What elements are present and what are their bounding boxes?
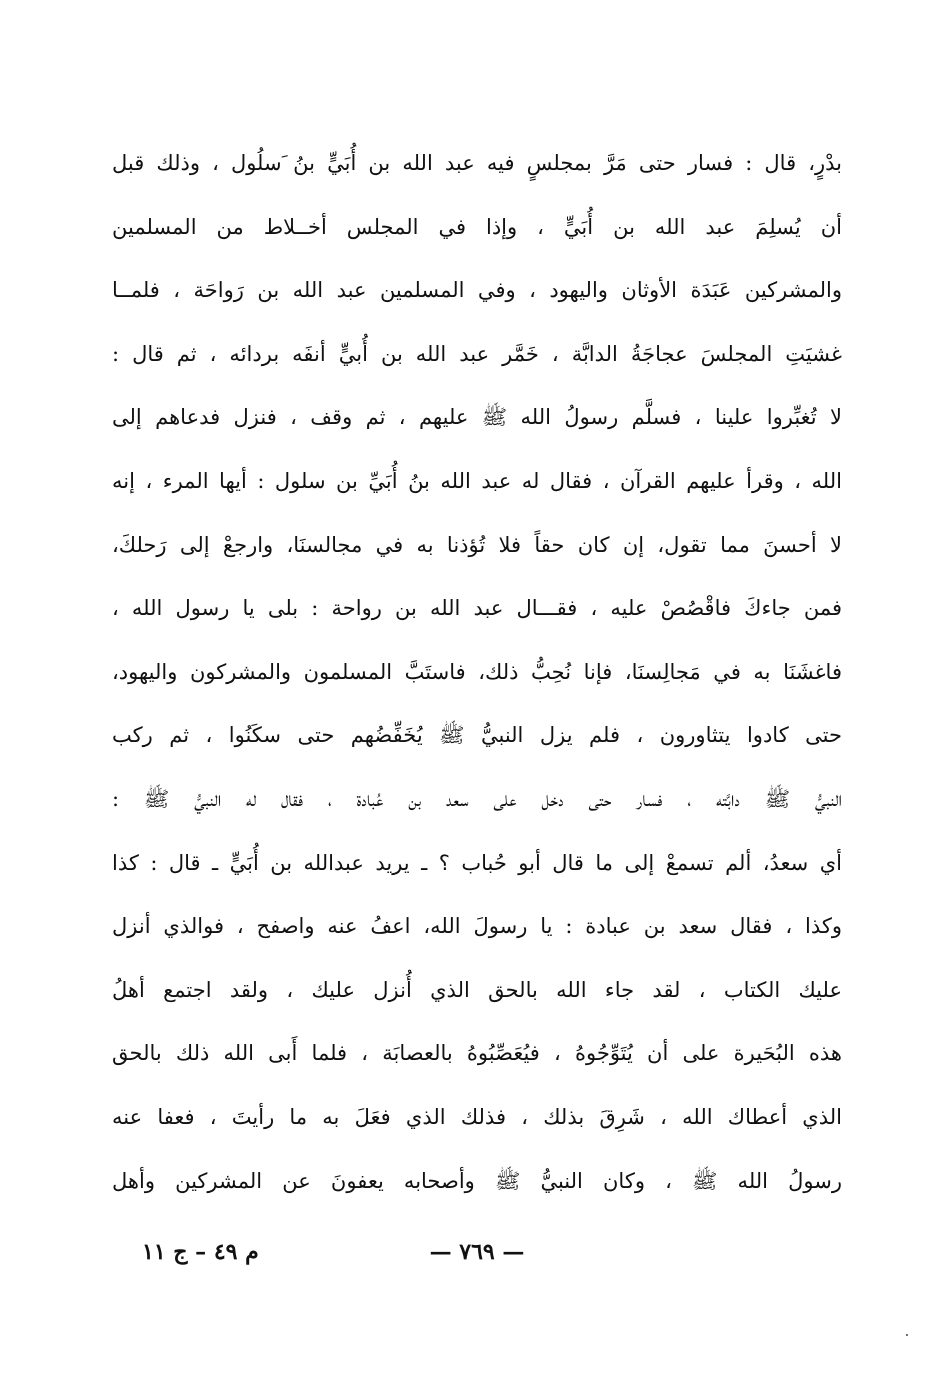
text-line: أن يُسلِمَ عبد الله بن أُبَيٍّ ، وإذا في المجلس أخــلاط من المسلمين xyxy=(112,214,842,239)
text-line: هذه البُحَيرة على أن يُتَوِّجُوهُ ، فيُعَصِّبُوهُ بالعصابَة ، فلما أَبى الله ذلك بالحق xyxy=(112,1041,842,1066)
text-line: لا أحسنَ مما تقول، إن كان حقاً فلا تُؤذنا به في مجالسنَا، وارجعْ إلى رَحلكَ، xyxy=(112,532,842,557)
text-line: الذي أعطاك الله ، شَرِقَ بذلك ، فذلك الذي فعَلَ به ما رأيتَ ، فعفا عنه xyxy=(112,1104,842,1129)
text-line: َبدْرٍ، قال : فسار حتى مَرَّ بمجلسٍ فيه عبد الله بن أُبَيٍّ بنُ َسلُول ، وذلك قبل xyxy=(112,151,842,175)
text-line: لا تُغبِّروا علينا ، فسلَّم رسولُ الله ﷺ عليهم ، ثم وقف ، فنزل فدعاهم إلى xyxy=(112,405,842,430)
text-line: َغشيَتِ المجلسَ عجاجَةُ الدابَّة ، خَمَّر عبد الله بن أُبيٍّ أنفَه بردائه ، ثم قال : xyxy=(112,341,842,366)
page-footer xyxy=(112,1232,842,1272)
printer-signature: م ٤٩ – ج ١١ xyxy=(142,1239,259,1265)
text-line: عليك الكتاب ، لقد جاء الله بالحق الذي أُنزل عليك ، ولقد اجتمع أهلُ xyxy=(112,977,842,1002)
text-line: الله ، وقرأ عليهم القرآن ، فقال له عبد الله بنُ أُبَيِّ بن سلول : أيها المرء ، إنه xyxy=(112,468,842,493)
body-text xyxy=(112,132,842,1213)
text-line: حتى كادوا يتثاورون ، فلم يزل النبيُّ ﷺ يُخَفِّضُهم حتى سكَنُوا ، ثم ركب xyxy=(112,723,842,748)
scan-speck xyxy=(906,1334,908,1336)
text-line: والمشركين عَبَدَة الأوثان واليهود ، وفي المسلمين عبد الله بن رَواحَة ، فلمــا xyxy=(112,278,842,303)
text-line: أي سعدُ، ألم تسمعْ إلى ما قال أبو حُباب ؟ ـ يريد عبدالله بن أُبَيٍّ ـ قال : كذا xyxy=(112,850,842,875)
text-line: فاغشَنَا به في مَجالِسنَا، فإنا نُحِبُّ ذلك، فاستَبَّ المسلمون والمشركون واليهود، xyxy=(112,659,842,684)
page-number: — ٧٦٩ — xyxy=(429,1239,525,1265)
text-line: رسولُ الله ﷺ ، وكان النبيُّ ﷺ وأصحابه يعفونَ عن المشركين وأهل xyxy=(112,1168,842,1193)
text-line: فمن جاءكَ فاقْصُصْ عليه ، فقـــال عبد الله بن رواحة : بلى يا رسول الله ، xyxy=(112,596,842,621)
text-line: وكذا ، فقال سعد بن عبادة : يا رسولَ الله، اعفُ عنه واصفح ، فوالذي أنزل xyxy=(112,914,842,939)
text-line: النبيُّ ﷺ دابَّته ، فسار حتى دخل على سعد بن عُبادة ، فقال له النبيُّ ﷺ : xyxy=(112,786,842,811)
